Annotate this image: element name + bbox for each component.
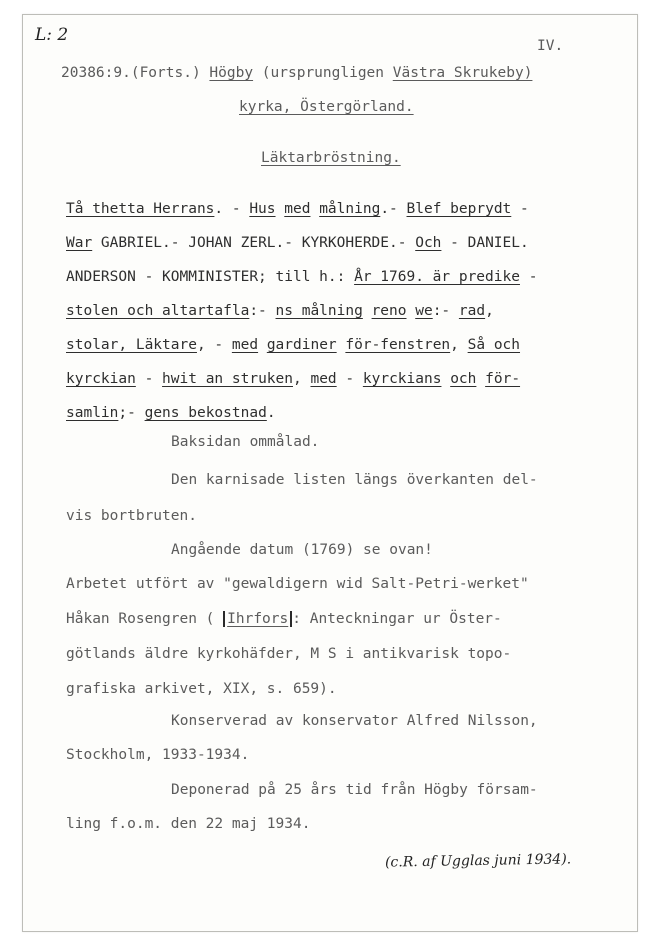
note-line bbox=[66, 610, 502, 628]
underlined-segment: gardiner bbox=[266, 337, 337, 353]
handwritten-reference: L: 2 bbox=[35, 25, 69, 45]
underlined-segment: stolen och altartafla bbox=[66, 303, 250, 319]
header-location: kyrka, Östergörland. bbox=[239, 99, 414, 115]
source-reference: Ihrfors bbox=[223, 611, 292, 627]
text-segment bbox=[441, 371, 450, 387]
underlined-segment: kyrckian bbox=[66, 371, 136, 387]
section-title bbox=[261, 149, 401, 167]
text-segment bbox=[276, 201, 285, 217]
catalog-prefix: 20386:9.(Forts.) bbox=[61, 65, 210, 81]
underlined-segment: gens bekostnad bbox=[144, 405, 267, 421]
note-line: grafiska arkivet, XIX, s. 659). bbox=[66, 681, 337, 697]
church-name: Högby bbox=[209, 65, 254, 81]
church-origin: Västra Skrukeby) bbox=[392, 65, 533, 81]
text-segment: . bbox=[266, 405, 276, 421]
note-line: Stockholm, 1933-1934. bbox=[66, 747, 250, 763]
inscription-line bbox=[66, 234, 529, 252]
text-segment bbox=[258, 337, 267, 353]
inscription-line bbox=[66, 302, 494, 320]
text-segment: - bbox=[336, 371, 363, 387]
text-segment: GABRIEL.- JOHAN ZERL.- KYRKOHERDE.- bbox=[92, 235, 416, 251]
text-segment bbox=[310, 201, 319, 217]
note-line: vis bortbruten. bbox=[66, 508, 197, 524]
underlined-segment: rad bbox=[458, 303, 486, 319]
text-segment: , bbox=[450, 337, 468, 353]
underlined-segment: Och bbox=[415, 235, 442, 251]
archive-card bbox=[22, 14, 638, 932]
inscription-line bbox=[66, 404, 276, 422]
text-segment: ;- bbox=[118, 405, 145, 421]
note-line: Angående datum (1769) se ovan! bbox=[171, 542, 433, 558]
underlined-segment: Hus bbox=[249, 201, 276, 217]
section-title-text: Läktarbröstning. bbox=[261, 150, 401, 166]
text-segment: - bbox=[135, 371, 163, 387]
note-line: Baksidan ommålad. bbox=[171, 434, 320, 450]
handwritten-signature: (c.R. af Ugglas juni 1934). bbox=[384, 851, 572, 871]
inscription-line bbox=[66, 268, 537, 286]
note-line: Konserverad av konservator Alfred Nilsson, bbox=[171, 713, 538, 729]
header-line-2 bbox=[239, 98, 414, 116]
note-text: Håkan Rosengren ( bbox=[66, 611, 224, 627]
text-segment: :- bbox=[432, 303, 459, 319]
text-segment bbox=[476, 371, 485, 387]
text-segment: . - bbox=[214, 201, 250, 217]
underlined-segment: War bbox=[66, 235, 93, 251]
underlined-segment: samlin bbox=[66, 405, 119, 421]
text-segment bbox=[363, 303, 372, 319]
inscription-line bbox=[66, 200, 529, 218]
underlined-segment: hwit an struken bbox=[162, 371, 293, 387]
note-line: Arbetet utfört av "gewaldigern wid Salt-Petri-werket" bbox=[66, 576, 529, 592]
inscription-line bbox=[66, 336, 520, 354]
underlined-segment: we bbox=[415, 303, 433, 319]
underlined-segment: ns målning bbox=[275, 303, 363, 319]
underlined-segment: År 1769. är predike bbox=[354, 269, 520, 285]
underlined-segment: för- bbox=[485, 371, 521, 387]
text-segment: , bbox=[485, 303, 494, 319]
text-segment: , - bbox=[196, 337, 232, 353]
header-mid: (ursprungligen bbox=[253, 65, 393, 81]
underlined-segment: med bbox=[310, 371, 337, 387]
text-segment: :- bbox=[249, 303, 276, 319]
header-line-1 bbox=[61, 64, 532, 82]
underlined-segment: Blef beprydt bbox=[406, 201, 512, 217]
note-line: Den karnisade listen längs överkanten del- bbox=[171, 472, 538, 488]
text-segment: ANDERSON - KOMMINISTER; till h.: bbox=[66, 269, 355, 285]
underlined-segment: reno bbox=[371, 303, 407, 319]
underlined-segment: med bbox=[231, 337, 259, 353]
underlined-segment: stolar, Läktare bbox=[66, 337, 197, 353]
note-text: : Anteckningar ur Öster- bbox=[292, 611, 502, 627]
page-number: IV. bbox=[537, 38, 564, 54]
note-line: ling f.o.m. den 22 maj 1934. bbox=[66, 816, 311, 832]
text-segment: .- bbox=[380, 201, 407, 217]
text-segment bbox=[407, 303, 416, 319]
underlined-segment: och bbox=[450, 371, 477, 387]
text-segment: - bbox=[519, 269, 538, 285]
underlined-segment: Tå thetta Herrans bbox=[66, 201, 215, 217]
text-segment: - bbox=[511, 201, 529, 217]
text-segment: - DANIEL. bbox=[441, 235, 529, 251]
underlined-segment: för-fenstren bbox=[345, 337, 451, 353]
text-segment: , bbox=[293, 371, 311, 387]
note-line: götlands äldre kyrkohäfder, M S i antikvarisk topo- bbox=[66, 646, 512, 662]
underlined-segment: målning bbox=[319, 201, 381, 217]
underlined-segment: Så och bbox=[467, 337, 521, 353]
inscription-line bbox=[66, 370, 520, 388]
underlined-segment: kyrckians bbox=[362, 371, 442, 387]
underlined-segment: med bbox=[284, 201, 311, 217]
note-line: Deponerad på 25 års tid från Högby försam- bbox=[171, 782, 538, 798]
